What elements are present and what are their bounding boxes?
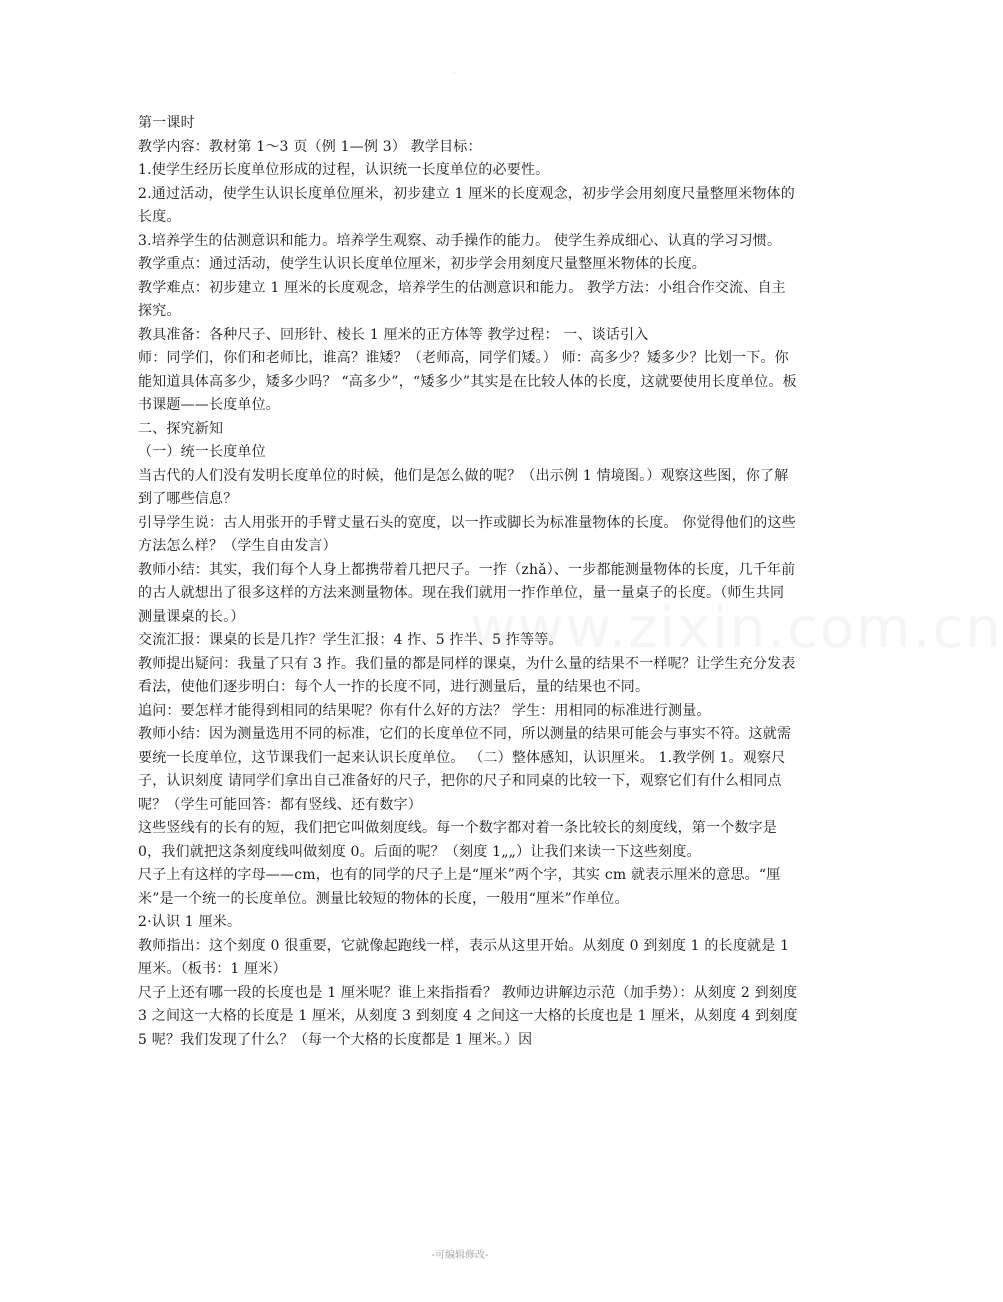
text-paragraph: 这些竖线有的长有的短，我们把它叫做刻度线。每一个数字都对着一条比较长的刻度线，第一个数字是 0，我们就把这条刻度线叫做刻度 0。后面的呢？（刻度 1„„）让我们来读一下这些刻度。 [138, 820, 782, 860]
text-paragraph: 二、探究新知 [138, 420, 224, 437]
text-paragraph: 2.通过活动，使学生认识长度单位厘米，初步建立 1 厘米的长度观念，初步学会用刻度尺量整厘米物体的长度。 [138, 185, 795, 225]
text-paragraph: 尺子上有这样的字母——cm，也有的同学的尺子上是“厘米”两个字，其实 cm 就表示厘米的意思。“厘米”是一个统一的长度单位。测量比较短的物体的长度，一般用“厘米”作单位。 [138, 867, 781, 907]
text-paragraph: 尺子上还有哪一段的长度也是 1 厘米呢？谁上来指指看？ 教师边讲解边示范（加手势）：从刻度 2 到刻度 3 之间这一大格的长度是 1 厘米，从刻度 3 到刻度 4 之间这一大格的长度也是 1 厘米，从刻度 4 到刻度 5 呢？我们发现了什么？（每一个大格的长度都是 1 厘米。）因 [138, 984, 803, 1048]
text-paragraph: 教师提出疑问：我量了只有 3 拃。我们量的都是同样的课桌，为什么量的结果不一样呢？让学生充分发表看法，使他们逐步明白：每个人一拃的长度不同，进行测量后，量的结果也不同。 [138, 655, 796, 695]
text-paragraph: 教学重点：通过活动，使学生认识长度单位厘米，初步学会用刻度尺量整厘米物体的长度。 [138, 256, 706, 272]
text-paragraph: 3.培养学生的估测意识和能力。培养学生观察、动手操作的能力。 使学生养成细心、认真的学习习惯。 [138, 232, 782, 249]
text-paragraph: 追问：要怎样才能得到相同的结果呢？你有什么好的方法？ 学生：用相同的标准进行测量。 [138, 702, 711, 719]
text-paragraph: 2·认识 1 厘米。 [138, 914, 242, 930]
text-paragraph: 当古代的人们没有发明长度单位的时候，他们是怎么做的呢？（出示例 1 情境图。）观察这些图，你了解到了哪些信息？ [138, 467, 789, 507]
watermark: www.zixin.com.cn [470, 596, 1003, 661]
text-paragraph: 引导学生说：古人用张开的手臂丈量石头的宽度，以一拃或脚长为标准量物体的长度。 你觉得他们的这些方法怎么样？（学生自由发言） [138, 514, 796, 554]
text-paragraph: 教学难点：初步建立 1 厘米的长度观念，培养学生的估测意识和能力。 教学方法：小组合作交流、自主探究。 [138, 279, 786, 319]
text-paragraph: 教师小结：因为测量选用不同的标准，它们的长度单位不同，所以测量的结果可能会与事实不符。这就需要统一长度单位，这节课我们一起来认识长度单位。 （二）整体感知，认识厘米。 1.教学例 1。观察尺子，认识刻度 请同学们拿出自己准备好的尺子，把你的尺子和同桌的比较一下，观察它们有什么相同点呢？（学生可能回答：都有竖线、还有数字） [138, 726, 792, 813]
text-paragraph: 教师指出：这个刻度 0 很重要，它就像起跑线一样，表示从这里开始。从刻度 0 到刻度 1 的长度就是 1 厘米。（板书：1 厘米） [138, 937, 794, 977]
text-paragraph: 师：同学们，你们和老师比，谁高？谁矮？（老师高，同学们矮。） 师：高多少？矮多少？比划一下。你能知道具体高多少，矮多少吗？ “高多少”，“矮多少”其实是在比较人体的长度，这就要使用长度单位。板书课题——长度单位。 [138, 350, 797, 413]
text-paragraph: （一）统一长度单位 [138, 444, 266, 460]
page-footer: -可编辑修改- [431, 1250, 489, 1261]
text-paragraph: 教具准备：各种尺子、回形针、棱长 1 厘米的正方体等 教学过程： 一、谈话引入 [138, 326, 649, 343]
text-paragraph: 交流汇报：课桌的长是几拃？学生汇报：4 拃、5 拃半、5 拃等等。 [138, 632, 563, 648]
top-mark: · [453, 70, 455, 77]
document-body [138, 112, 803, 1052]
text-paragraph: 1.使学生经历长度单位形成的过程，认识统一长度单位的必要性。 [138, 162, 550, 178]
text-paragraph: 教师小结：其实，我们每个人身上都携带着几把尺子。一拃（zhǎ）、一步都能测量物体的长度，几千年前的古人就想出了很多这样的方法来测量物体。现在我们就用一拃作单位，量一量桌子的长度。（师生共同测量课桌的长。） [138, 561, 796, 625]
lesson-title: 第一课时 [138, 115, 195, 131]
text-paragraph: 教学内容：教材第 1～3 页（例 1—例 3） 教学目标： [138, 138, 482, 155]
